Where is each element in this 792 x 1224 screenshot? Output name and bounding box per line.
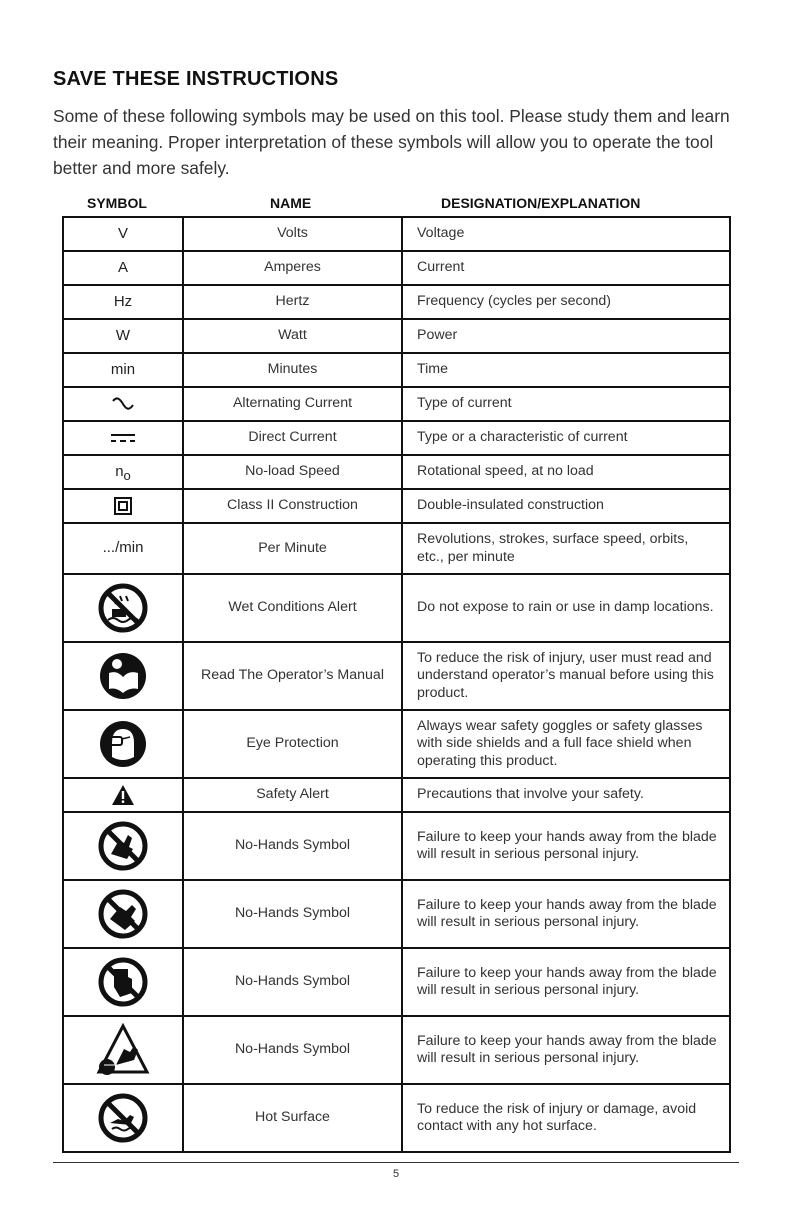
name-cell: Class II Construction	[183, 489, 402, 523]
explanation-cell: Type or a characteristic of current	[402, 421, 730, 455]
table-row	[63, 1016, 730, 1084]
table-row	[63, 948, 730, 1016]
name-cell: Safety Alert	[183, 778, 402, 812]
name-cell: No-Hands Symbol	[183, 948, 402, 1016]
table-row	[63, 217, 730, 251]
direct-current-icon	[110, 432, 136, 444]
symbol-cell	[63, 574, 183, 642]
symbol-cell	[63, 285, 183, 319]
table-row	[63, 574, 730, 642]
explanation-cell: Voltage	[402, 217, 730, 251]
explanation-cell: Rotational speed, at no load	[402, 455, 730, 489]
name-cell: Minutes	[183, 353, 402, 387]
explanation-cell: Double-insulated construction	[402, 489, 730, 523]
explanation-cell: Always wear safety goggles or safety glasses with side shields and a full face shield when operating this product.	[402, 710, 730, 778]
symbol-text: W	[115, 326, 131, 344]
symbol-cell	[63, 642, 183, 710]
intro-paragraph: Some of these following symbols may be used on this tool. Please study them and learn their meaning. Proper interpretation of these symbols will allow you to operate the tool better and more safely.	[53, 106, 730, 178]
hot-surface-icon	[98, 1093, 148, 1143]
symbol-text: min	[110, 360, 136, 378]
symbol-cell	[63, 319, 183, 353]
table-row	[63, 523, 730, 574]
symbol-cell	[63, 710, 183, 778]
symbol-cell	[63, 353, 183, 387]
explanation-cell: To reduce the risk of injury or damage, avoid contact with any hot surface.	[402, 1084, 730, 1152]
explanation-cell: Current	[402, 251, 730, 285]
symbols-table	[62, 216, 731, 1153]
name-cell: Direct Current	[183, 421, 402, 455]
name-cell: Amperes	[183, 251, 402, 285]
explanation-cell: Type of current	[402, 387, 730, 421]
table-row	[63, 489, 730, 523]
explanation-cell: Revolutions, strokes, surface speed, orbits, etc., per minute	[402, 523, 730, 574]
safety-alert-icon	[111, 784, 135, 806]
column-header-symbol: SYMBOL	[87, 195, 147, 211]
table-row	[63, 778, 730, 812]
symbol-text: V	[117, 224, 128, 242]
name-cell: No-Hands Symbol	[183, 880, 402, 948]
symbol-text: .../min	[102, 539, 144, 557]
symbol-text: n	[115, 462, 124, 480]
name-cell: No-load Speed	[183, 455, 402, 489]
name-cell: Eye Protection	[183, 710, 402, 778]
page-title: SAVE THESE INSTRUCTIONS	[53, 68, 339, 90]
explanation-cell: Do not expose to rain or use in damp locations.	[402, 574, 730, 642]
table-row	[63, 642, 730, 710]
symbol-text: Hz	[113, 292, 133, 310]
table-row	[63, 319, 730, 353]
name-cell: No-Hands Symbol	[183, 1016, 402, 1084]
column-header-explanation: DESIGNATION/EXPLANATION	[441, 195, 641, 211]
symbol-cell	[63, 455, 183, 489]
no-load-speed-symbol	[115, 462, 131, 483]
explanation-cell: Failure to keep your hands away from the blade will result in serious personal injury.	[402, 948, 730, 1016]
name-cell: Hertz	[183, 285, 402, 319]
name-cell: No-Hands Symbol	[183, 812, 402, 880]
symbol-text: A	[117, 258, 128, 276]
name-cell: Watt	[183, 319, 402, 353]
footer-divider	[53, 1162, 739, 1163]
name-cell: Alternating Current	[183, 387, 402, 421]
column-header-name: NAME	[270, 195, 312, 211]
symbol-cell	[63, 880, 183, 948]
symbol-cell	[63, 251, 183, 285]
explanation-cell: Failure to keep your hands away from the blade will result in serious personal injury.	[402, 812, 730, 880]
name-cell: Volts	[183, 217, 402, 251]
no-hands-icon	[98, 957, 148, 1007]
table-row	[63, 421, 730, 455]
table-row	[63, 387, 730, 421]
symbol-cell	[63, 217, 183, 251]
symbol-subscript: o	[123, 467, 131, 483]
name-cell: Read The Operator’s Manual	[183, 642, 402, 710]
name-cell: Hot Surface	[183, 1084, 402, 1152]
symbol-cell	[63, 523, 183, 574]
eye-protection-icon	[98, 719, 148, 769]
page-number: 5	[392, 1168, 400, 1180]
no-hands-icon	[98, 889, 148, 939]
explanation-cell: Precautions that involve your safety.	[402, 778, 730, 812]
explanation-cell: Failure to keep your hands away from the blade will result in serious personal injury.	[402, 1016, 730, 1084]
read-manual-icon	[98, 651, 148, 701]
table-row	[63, 880, 730, 948]
table-row	[63, 285, 730, 319]
table-row	[63, 251, 730, 285]
table-row	[63, 353, 730, 387]
name-cell: Per Minute	[183, 523, 402, 574]
explanation-cell: Power	[402, 319, 730, 353]
no-hands-warning-icon	[96, 1023, 150, 1077]
symbol-cell	[63, 948, 183, 1016]
table-row	[63, 812, 730, 880]
class-ii-construction-icon	[114, 497, 132, 515]
symbol-cell	[63, 387, 183, 421]
symbol-cell	[63, 421, 183, 455]
symbol-cell	[63, 812, 183, 880]
symbol-cell	[63, 1016, 183, 1084]
symbol-cell	[63, 489, 183, 523]
name-cell: Wet Conditions Alert	[183, 574, 402, 642]
symbol-cell	[63, 778, 183, 812]
explanation-cell: Time	[402, 353, 730, 387]
column-headers	[0, 195, 792, 213]
explanation-cell: To reduce the risk of injury, user must read and understand operator’s manual before using this product.	[402, 642, 730, 710]
wet-conditions-alert-icon	[98, 583, 148, 633]
alternating-current-icon	[111, 397, 135, 411]
no-hands-icon	[98, 821, 148, 871]
explanation-cell: Failure to keep your hands away from the blade will result in serious personal injury.	[402, 880, 730, 948]
table-row	[63, 455, 730, 489]
explanation-cell: Frequency (cycles per second)	[402, 285, 730, 319]
symbol-cell	[63, 1084, 183, 1152]
table-row	[63, 1084, 730, 1152]
table-row	[63, 710, 730, 778]
